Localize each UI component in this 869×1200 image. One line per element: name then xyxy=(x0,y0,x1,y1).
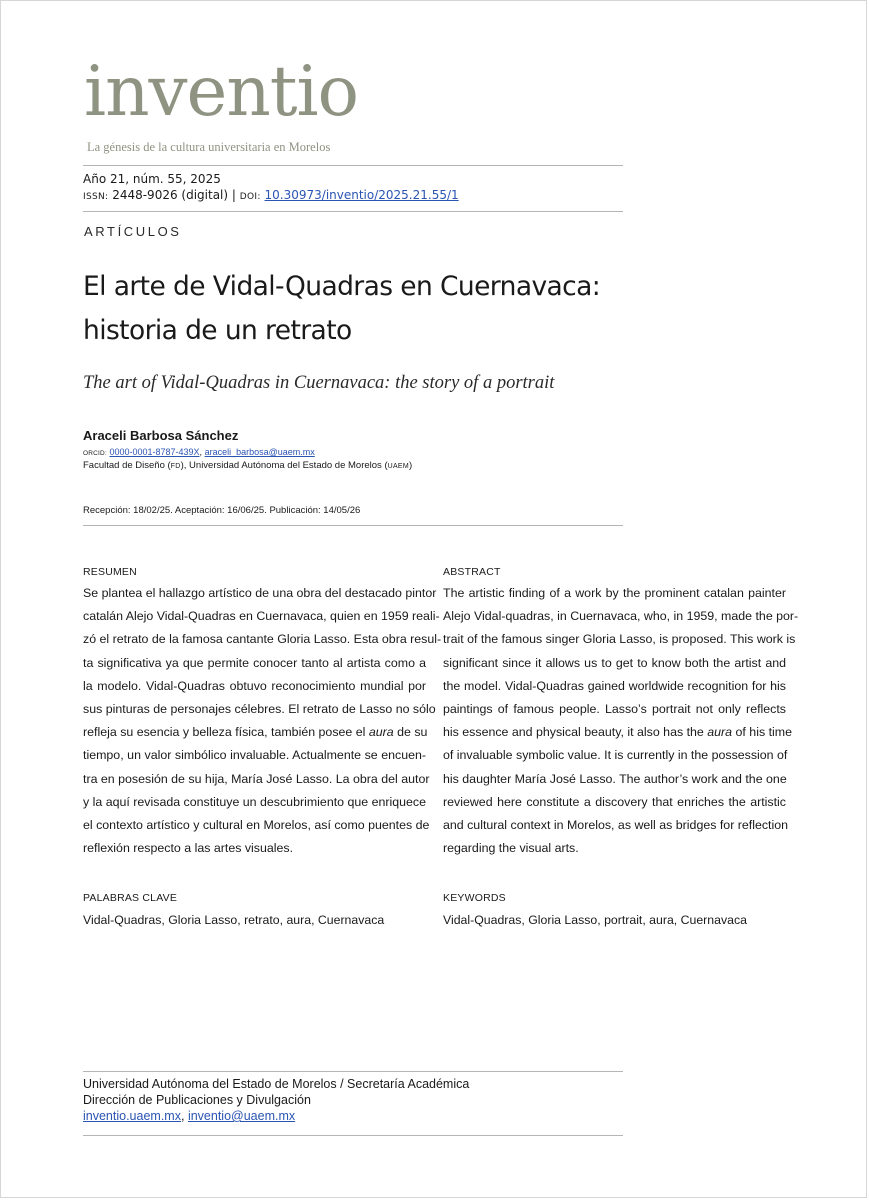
resumen-line: la modelo. Vidal-Quadras obtuvo reconocimiento mundial por xyxy=(83,678,426,693)
journal-logo: inventio xyxy=(84,52,359,132)
footer-separator: , xyxy=(180,1109,185,1123)
footer-rule-top xyxy=(83,1071,623,1072)
abstract-line: and cultural context in Morelos, as well as bridges for reflection xyxy=(443,818,789,833)
section-label: ARTÍCULOS xyxy=(84,224,182,239)
keywords: Vidal-Quadras, Gloria Lasso, portrait, aura, Cuernavaca xyxy=(443,913,747,927)
keywords-heading: KEYWORDS xyxy=(443,892,506,904)
separator: | xyxy=(231,188,236,202)
doi-label: DOI: xyxy=(239,192,261,202)
abstract-line: significant since it allows us to get to know both the artist and xyxy=(443,655,786,670)
palabras-clave-heading: PALABRAS CLAVE xyxy=(83,892,178,904)
abstract-heading: ABSTRACT xyxy=(443,566,501,578)
footer-institution: Universidad Autónoma del Estado de Morelos / Secretaría Académica xyxy=(83,1077,470,1091)
abstract-line: The artistic finding of a work by the prominent catalan painter xyxy=(443,586,786,600)
issue-info: Año 21, núm. 55, 2025 xyxy=(83,172,221,186)
abstract-body xyxy=(443,582,799,860)
abstract-line: his daughter María José Lasso. The author’s work and the one xyxy=(443,771,787,786)
resumen-heading: RESUMEN xyxy=(83,566,137,578)
footer-links xyxy=(83,1108,469,1124)
footer-website-link[interactable]: inventio.uaem.mx xyxy=(83,1109,181,1123)
author-orcid-line xyxy=(83,447,315,457)
header-rule-top xyxy=(83,165,623,166)
abstract-line: the model. Vidal-Quadras gained worldwide recognition for his xyxy=(443,678,786,693)
resumen-line: sus pinturas de personajes célebres. El retrato de Lasso no sólo xyxy=(83,702,436,717)
author-affiliation xyxy=(83,460,412,471)
title-line-2: historia de un retrato xyxy=(83,315,352,346)
resumen-line: tiempo, un valor simbólico invaluable. Actualmente se encuen- xyxy=(83,748,426,763)
resumen-line: ta significativa ya que permite conocer tanto al artista como a xyxy=(83,655,426,670)
abstract-line: paintings of famous people. Lasso’s portrait not only reflects xyxy=(443,702,786,717)
title-line-1: El arte de Vidal-Quadras en Cuernavaca: xyxy=(83,271,601,302)
resumen-line: zó el retrato de la famosa cantante Gloria Lasso. Esta obra resul- xyxy=(83,632,442,647)
dates-rule xyxy=(83,525,623,526)
abstract-line: of invaluable symbolic value. It is currently in the possession of xyxy=(443,748,788,763)
resumen-line: refleja su esencia y belleza física, también posee el aura de su xyxy=(83,725,428,740)
article-subtitle: The art of Vidal-Quadras in Cuernavaca: the story of a portrait xyxy=(83,373,555,393)
orcid-link[interactable]: 0000-0001-8787-439X xyxy=(109,447,200,457)
affiliation-fd: FD xyxy=(170,463,181,470)
footer-department: Dirección de Publicaciones y Divulgación xyxy=(83,1093,311,1107)
author-name: Araceli Barbosa Sánchez xyxy=(83,428,239,443)
abstract-line: trait of the famous singer Gloria Lasso, is proposed. This work is xyxy=(443,632,796,647)
issn-label: ISSN: xyxy=(83,192,109,202)
orcid-label: ORCID: xyxy=(83,450,107,457)
affiliation-text-2: ), Universidad Autónoma del Estado de Morelos ( xyxy=(180,460,388,471)
issn-doi-line xyxy=(83,188,459,202)
journal-tagline: La génesis de la cultura universitaria en Morelos xyxy=(87,140,331,154)
article-dates: Recepción: 18/02/25. Aceptación: 16/06/25. Publicación: 14/05/26 xyxy=(83,505,361,516)
resumen-line: catalán Alejo Vidal-Quadras en Cuernavaca, quien en 1959 reali- xyxy=(83,609,440,624)
article-title xyxy=(83,265,643,353)
affiliation-text-3: ) xyxy=(409,460,413,471)
abstract-line: reviewed here constitute a discovery that enriches the artistic xyxy=(443,794,786,809)
abstract-line: regarding the visual arts. xyxy=(443,841,579,856)
comma: , xyxy=(199,447,203,457)
palabras-clave: Vidal-Quadras, Gloria Lasso, retrato, aura, Cuernavaca xyxy=(83,913,385,927)
doi-link[interactable]: 10.30973/inventio/2025.21.55/1 xyxy=(264,188,459,202)
header-rule-bottom xyxy=(83,211,623,212)
resumen-line: reflexión respecto a las artes visuales. xyxy=(83,841,294,856)
affiliation-uaem: UAEM xyxy=(387,463,410,470)
abstract-line: his essence and physical beauty, it also has the aura of his time xyxy=(443,725,792,740)
footer-rule-bottom xyxy=(83,1135,623,1136)
resumen-line: Se plantea el hallazgo artístico de una obra del destacado pintor xyxy=(83,586,437,600)
resumen-body xyxy=(83,582,442,860)
resumen-line: el contexto artístico y cultural en Morelos, así como puentes de xyxy=(83,818,430,833)
abstract-line: Alejo Vidal-quadras, in Cuernavaca, who, in 1959, made the por- xyxy=(443,609,799,624)
author-email-link[interactable]: araceli_barbosa@uaem.mx xyxy=(204,447,315,457)
affiliation-text: Facultad de Diseño ( xyxy=(83,460,171,471)
resumen-line: y la aquí revisada constituye un descubrimiento que enriquece xyxy=(83,794,427,809)
footer-email-link[interactable]: inventio@uaem.mx xyxy=(187,1109,296,1123)
footer xyxy=(83,1076,469,1124)
issn-value: 2448-9026 (digital) xyxy=(112,188,229,202)
resumen-line: tra en posesión de su hija, María José Lasso. La obra del autor xyxy=(83,771,430,786)
